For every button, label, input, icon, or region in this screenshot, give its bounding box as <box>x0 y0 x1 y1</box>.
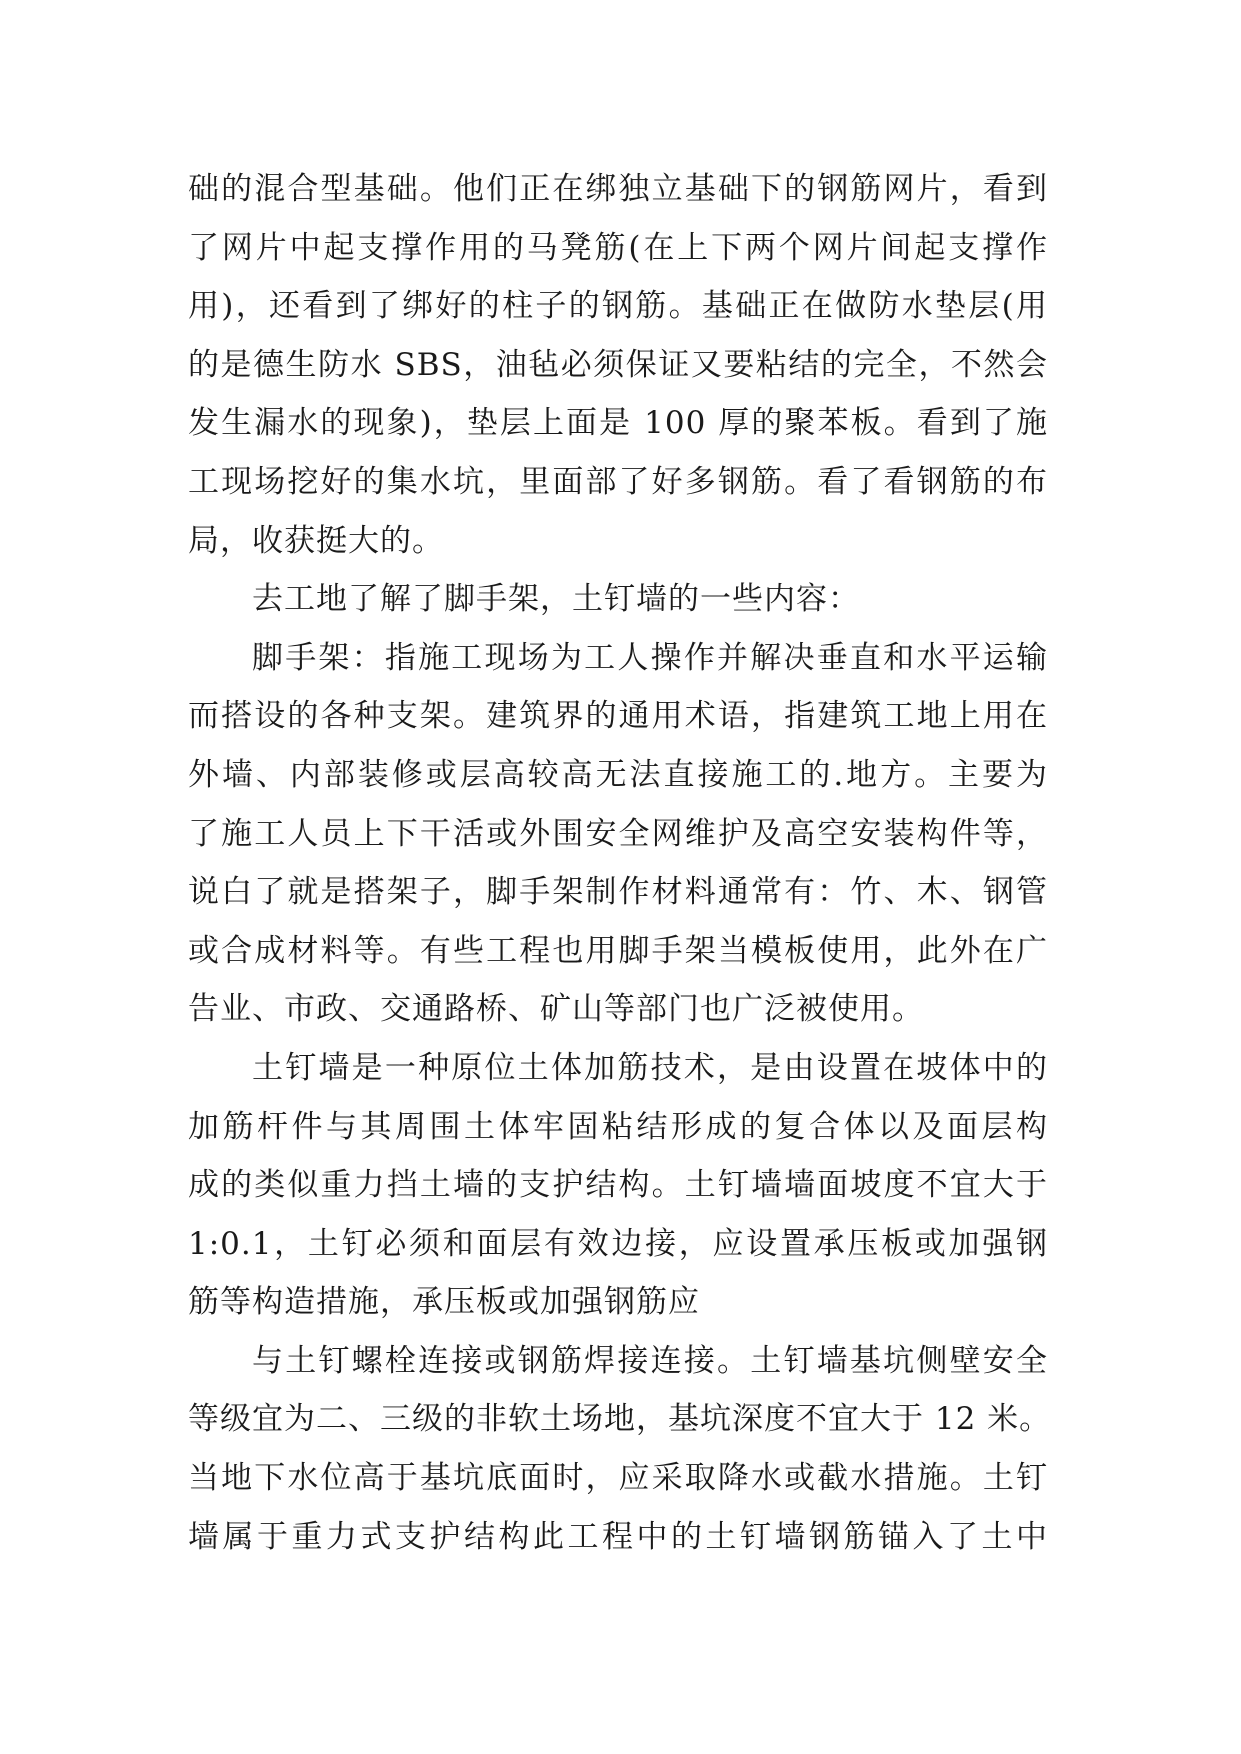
text-line: 筋等构造措施，承压板或加强钢筋应 <box>188 1284 700 1321</box>
text-line: 成的类似重力挡土墙的支护结构。土钉墙墙面坡度不宜大于 <box>188 1167 1048 1204</box>
text-line: 了网片中起支撑作用的马凳筋(在上下两个网片间起支撑作 <box>188 229 1048 266</box>
paragraph-soil-nail-connection <box>188 1332 1052 1566</box>
paragraph-soil-nail-wall <box>188 1039 1048 1332</box>
text-line: 的是德生防水 SBS，油毡必须保证又要粘结的完全，不然会 <box>188 346 1048 383</box>
text-line: 与土钉螺栓连接或钢筋焊接连接。土钉墙基坑侧壁安全 <box>252 1342 1048 1379</box>
text-line: 1:0.1，土钉必须和面层有效边接，应设置承压板或加强钢 <box>188 1225 1048 1262</box>
paragraph-intro-scaffold <box>188 570 1048 629</box>
text-line: 发生漏水的现象)，垫层上面是 100 厚的聚苯板。看到了施 <box>188 405 1048 442</box>
document-page <box>188 160 1052 1566</box>
text-line: 或合成材料等。有些工程也用脚手架当模板使用，此外在广 <box>188 932 1048 969</box>
text-line: 加筋杆件与其周围土体牢固粘结形成的复合体以及面层构 <box>188 1108 1048 1145</box>
text-line: 脚手架：指施工现场为工人操作并解决垂直和水平运输 <box>252 639 1048 676</box>
text-line: 说白了就是搭架子，脚手架制作材料通常有：竹、木、钢管 <box>188 874 1048 911</box>
text-line: 外墙、内部装修或层高较高无法直接施工的.地方。主要为 <box>188 756 1048 793</box>
paragraph-foundation <box>188 160 1048 570</box>
text-line: 告业、市政、交通路桥、矿山等部门也广泛被使用。 <box>188 991 924 1028</box>
text-line: 去工地了解了脚手架，土钉墙的一些内容： <box>252 581 860 618</box>
text-line: 了施工人员上下干活或外围安全网维护及高空安装构件等， <box>188 815 1048 852</box>
text-line: 而搭设的各种支架。建筑界的通用术语，指建筑工地上用在 <box>188 698 1048 735</box>
text-line: 等级宜为二、三级的非软土场地，基坑深度不宜大于 12 米。 <box>188 1401 1052 1438</box>
paragraph-scaffold <box>188 629 1048 1039</box>
text-line: 墙属于重力式支护结构此工程中的土钉墙钢筋锚入了土中 <box>188 1518 1048 1555</box>
text-line: 础的混合型基础。他们正在绑独立基础下的钢筋网片，看到 <box>188 171 1048 207</box>
text-line: 用)，还看到了绑好的柱子的钢筋。基础正在做防水垫层(用 <box>188 288 1048 325</box>
text-line: 土钉墙是一种原位土体加筋技术，是由设置在坡体中的 <box>252 1049 1048 1086</box>
text-line: 局，收获挺大的。 <box>188 522 444 559</box>
text-line: 工现场挖好的集水坑，里面部了好多钢筋。看了看钢筋的布 <box>188 463 1048 500</box>
text-line: 当地下水位高于基坑底面时，应采取降水或截水措施。土钉 <box>188 1460 1048 1497</box>
